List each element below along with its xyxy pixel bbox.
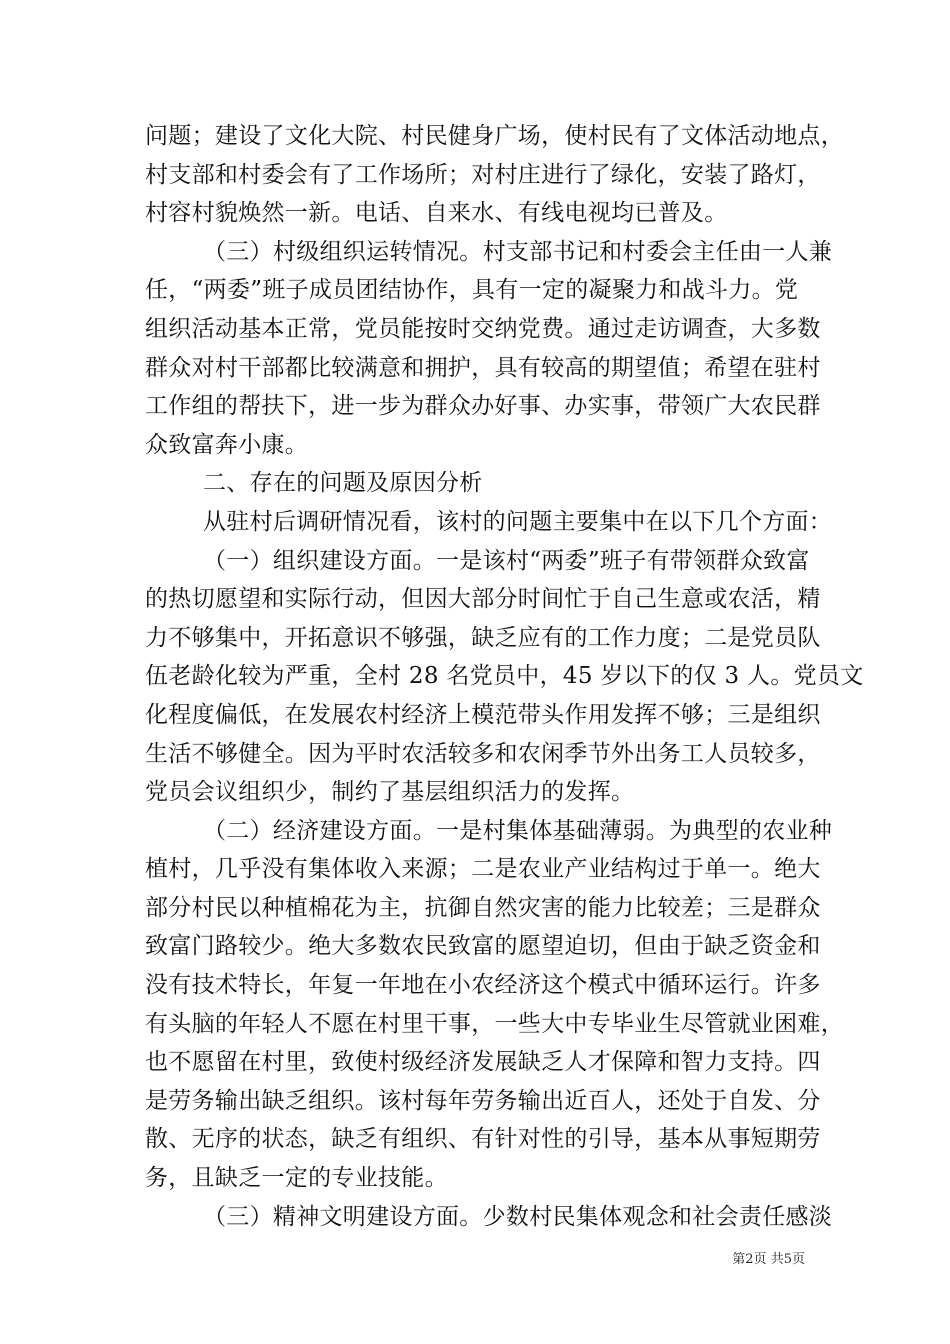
text-line: 有头脑的年轻人不愿在村里干事，一些大中专毕业生尽管就业困难， — [145, 1010, 844, 1037]
page-number-footer — [732, 1248, 805, 1267]
text-line: 任，“两委”班子成员团结协作，具有一定的凝聚力和战斗力。党 — [145, 277, 799, 304]
text-line: 工作组的帮扶下，进一步为群众办好事、办实事，带领广大农民群 — [145, 393, 821, 420]
text-line: 致富门路较少。绝大多数农民致富的愿望迫切，但由于缺乏资金和 — [145, 933, 821, 960]
text-line: 问题；建设了文化大院、村民健身广场，使村民有了文体活动地点， — [145, 123, 844, 149]
footer-middle: 页 共 — [753, 1252, 784, 1267]
paragraph-start-line: （二）经济建设方面。一是村集体基础薄弱。为典型的农业种 — [203, 817, 833, 844]
total-pages-number: 5 — [783, 1252, 792, 1267]
paragraph-start-line: （三）精神文明建设方面。少数村民集体观念和社会责任感淡 — [203, 1203, 833, 1230]
text-line: 化程度偏低，在发展农村经济上模范带头作用发挥不够；三是组织 — [145, 701, 821, 728]
text-line: 力不够集中，开拓意识不够强，缺乏应有的工作力度；二是党员队 — [145, 624, 821, 651]
text-line: 村容村貌焕然一新。电话、自来水、有线电视均已普及。 — [145, 200, 728, 227]
text-line: 生活不够健全。因为平时农活较多和农闲季节外出务工人员较多， — [145, 740, 821, 767]
text-line: 伍老龄化较为严重，全村 28 名党员中，45 岁以下的仅 3 人。党员文 — [145, 663, 864, 690]
document-body — [145, 117, 864, 1236]
text-line: 是劳务输出缺乏组织。该村每年劳务输出近百人，还处于自发、分 — [145, 1087, 821, 1114]
text-line: 部分村民以种植棉花为主，抗御自然灾害的能力比较差；三是群众 — [145, 894, 821, 921]
paragraph-start-line: （三）村级组织运转情况。村支部书记和村委会主任由一人兼 — [203, 238, 833, 265]
paragraph-start-line: （一）组织建设方面。一是该村“两委”班子有带领群众致富 — [203, 547, 810, 574]
text-line: 组织活动基本正常，党员能按时交纳党费。通过走访调查，大多数 — [145, 315, 821, 342]
text-line: 没有技术特长，年复一年地在小农经济这个模式中循环运行。许多 — [145, 972, 821, 999]
section-heading: 二、存在的问题及原因分析 — [203, 470, 483, 497]
text-line: 众致富奔小康。 — [145, 431, 309, 458]
text-line: 的热切愿望和实际行动，但因大部分时间忙于自己生意或农活，精 — [145, 586, 821, 613]
footer-suffix: 页 — [791, 1252, 805, 1267]
text-line: 务，且缺乏一定的专业技能。 — [145, 1165, 448, 1192]
text-line: 党员会议组织少，制约了基层组织活力的发挥。 — [145, 779, 635, 806]
text-line: 群众对村干部都比较满意和拥护，具有较高的期望值；希望在驻村 — [145, 354, 821, 381]
text-line: 村支部和村委会有了工作场所；对村庄进行了绿化，安装了路灯， — [145, 161, 821, 188]
current-page-number: 2 — [745, 1252, 754, 1267]
paragraph-start-line: 从驻村后调研情况看，该村的问题主要集中在以下几个方面： — [203, 508, 833, 535]
text-line: 散、无序的状态，缺乏有组织、有针对性的引导，基本从事短期劳 — [145, 1126, 821, 1153]
text-line: 植村，几乎没有集体收入来源；二是农业产业结构过于单一。绝大 — [145, 856, 821, 883]
footer-prefix: 第 — [732, 1252, 746, 1267]
text-line: 也不愿留在村里，致使村级经济发展缺乏人才保障和智力支持。四 — [145, 1049, 821, 1076]
